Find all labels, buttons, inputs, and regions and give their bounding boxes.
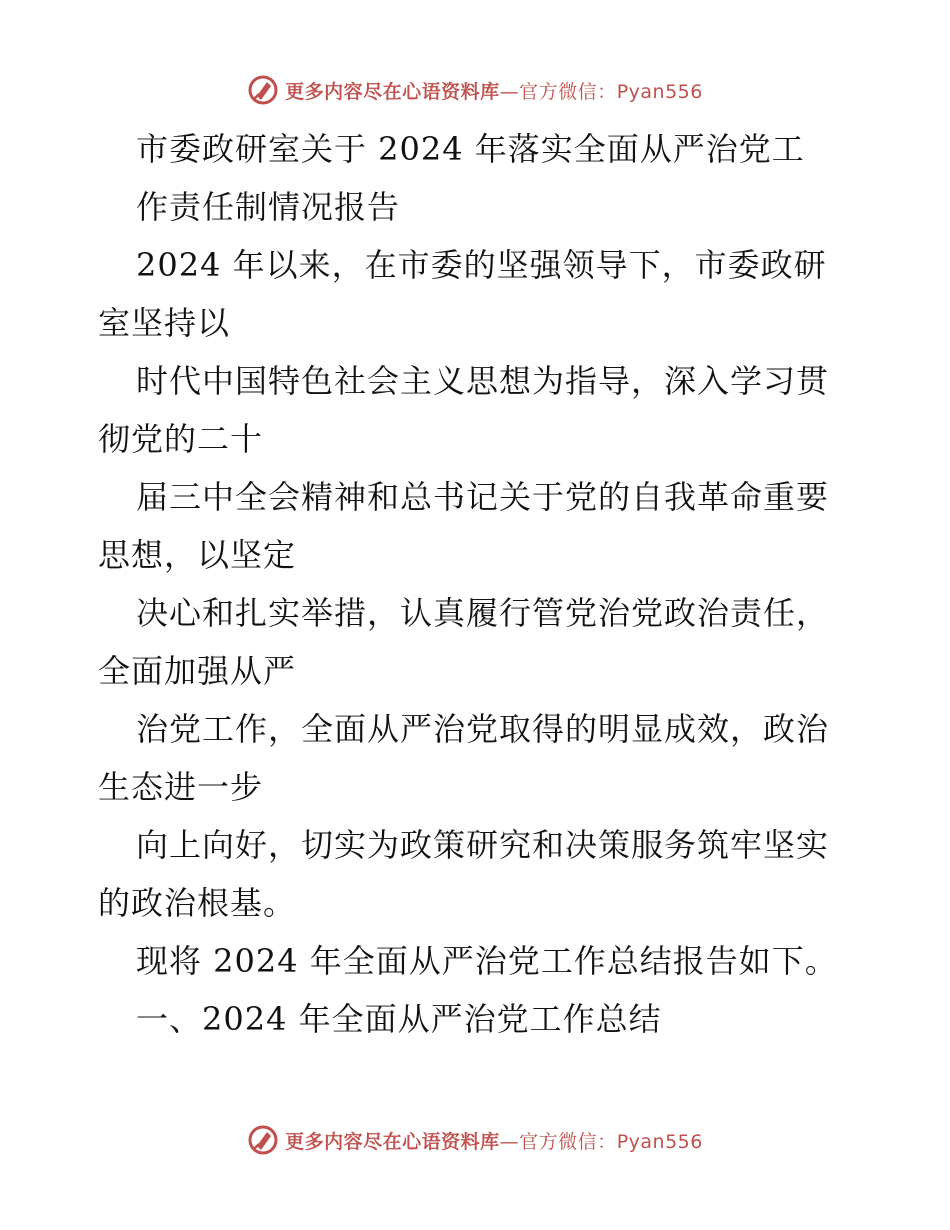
document-line: 的政治根基。 bbox=[98, 884, 297, 922]
document-body bbox=[98, 120, 858, 1048]
banner-main-text: 更多内容尽在心语资料库 bbox=[285, 1130, 500, 1153]
document-line: 市委政研室关于 2024 年落实全面从严治党工 bbox=[136, 130, 805, 168]
banner-dash: — bbox=[499, 80, 520, 103]
document-line: 全面加强从严 bbox=[98, 652, 297, 690]
document-line: 生态进一步 bbox=[98, 768, 264, 806]
document-line: 现将 2024 年全面从严治党工作总结报告如下。 bbox=[136, 942, 838, 980]
header-watermark-banner bbox=[0, 70, 950, 110]
banner-wechat-id: Pyan556 bbox=[616, 80, 703, 103]
banner-text bbox=[285, 1127, 703, 1154]
document-line: 作责任制情况报告 bbox=[136, 188, 401, 226]
footer-watermark-banner bbox=[0, 1120, 950, 1160]
document-line: 时代中国特色社会主义思想为指导，深入学习贯 bbox=[136, 362, 830, 400]
document-line: 2024 年以来，在市委的坚强领导下，市委政研 bbox=[136, 246, 827, 284]
banner-dash: — bbox=[499, 1130, 520, 1153]
banner-main-text: 更多内容尽在心语资料库 bbox=[285, 80, 500, 103]
banner-inner bbox=[247, 74, 703, 106]
document-line: 向上向好，切实为政策研究和决策服务筑牢坚实 bbox=[136, 826, 830, 864]
banner-wechat-id: Pyan556 bbox=[616, 1130, 703, 1153]
document-line: 届三中全会精神和总书记关于党的自我革命重要 bbox=[136, 478, 830, 516]
banner-inner bbox=[247, 1124, 703, 1156]
banner-wechat-label: 官方微信： bbox=[519, 1130, 617, 1153]
banner-text bbox=[285, 77, 703, 104]
document-line: 治党工作，全面从严治党取得的明显成效，政治 bbox=[136, 710, 830, 748]
pen-nib-logo-icon bbox=[247, 74, 279, 106]
document-line: 思想，以坚定 bbox=[98, 536, 297, 574]
document-line: 决心和扎实举措，认真履行管党治党政治责任， bbox=[136, 594, 830, 632]
pen-nib-logo-icon bbox=[247, 1124, 279, 1156]
document-line: 一、2024 年全面从严治党工作总结 bbox=[136, 1000, 662, 1038]
banner-wechat-label: 官方微信： bbox=[519, 80, 617, 103]
document-line: 彻党的二十 bbox=[98, 420, 264, 458]
document-line: 室坚持以 bbox=[98, 304, 231, 342]
